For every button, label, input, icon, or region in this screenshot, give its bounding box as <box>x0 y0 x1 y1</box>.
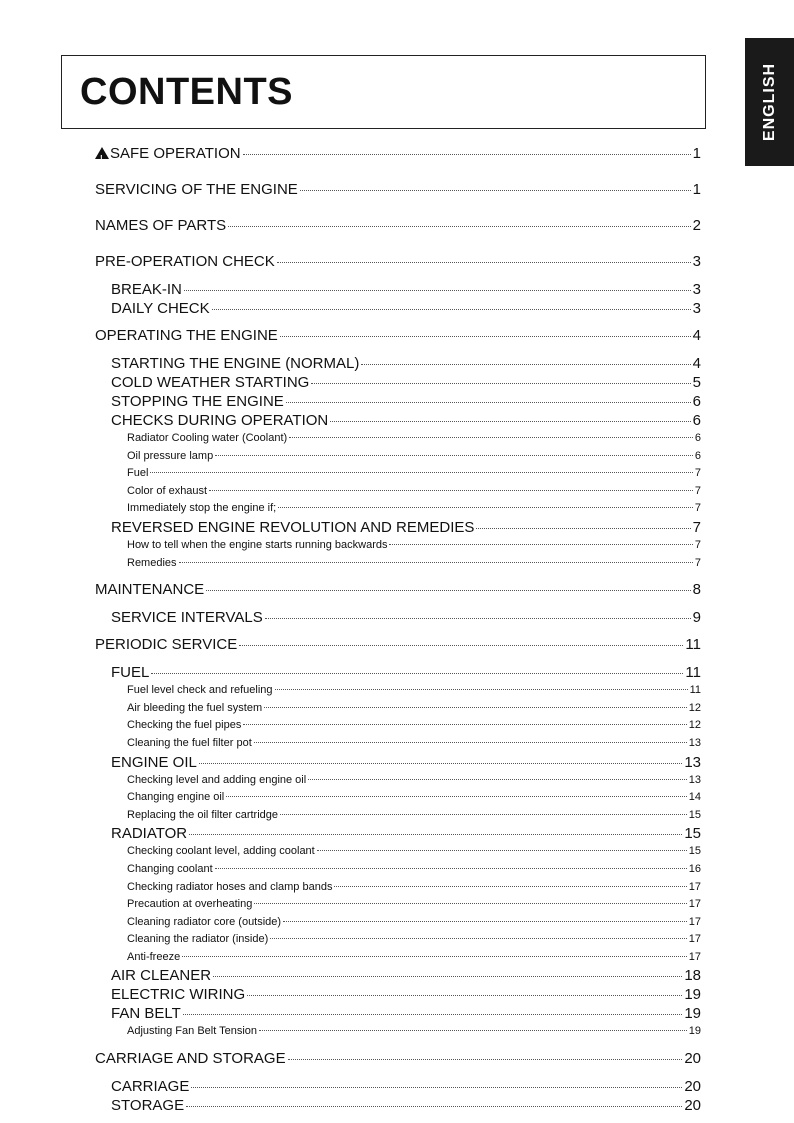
toc-entry-level-3[interactable] <box>95 537 701 555</box>
toc-entry-text: Color of exhaust <box>127 484 208 497</box>
dot-leader <box>300 190 691 191</box>
toc-entry-text: Cleaning the fuel filter pot <box>127 736 252 749</box>
toc-entry-title <box>127 789 224 807</box>
dot-leader <box>151 673 683 674</box>
dot-leader <box>311 383 690 384</box>
toc-entry-level-1[interactable] <box>95 216 701 244</box>
toc-entry-level-2[interactable] <box>95 354 701 373</box>
toc-entry-text: PRE-OPERATION CHECK <box>95 253 275 270</box>
toc-entry-title <box>127 843 315 861</box>
toc-page-number: 6 <box>694 432 701 444</box>
toc-page-number: 3 <box>692 253 701 270</box>
toc-page-number: 4 <box>692 327 701 344</box>
dot-leader <box>280 814 687 815</box>
toc-entry-level-2[interactable] <box>95 1077 701 1096</box>
toc-entry-text: Precaution at overheating <box>127 898 253 911</box>
dot-leader <box>259 1030 687 1031</box>
toc-section <box>95 216 701 244</box>
dot-leader <box>277 262 691 263</box>
toc-page-number: 3 <box>692 281 701 298</box>
toc-entry-level-3[interactable] <box>95 555 701 573</box>
toc-entry-text: Checking the fuel pipes <box>127 719 242 732</box>
toc-entry-level-2[interactable] <box>95 753 701 772</box>
toc-page-number: 17 <box>688 915 701 928</box>
toc-page-number: 12 <box>688 701 701 714</box>
toc-entry-level-2[interactable] <box>95 411 701 430</box>
toc-page-number: 5 <box>692 374 701 391</box>
toc-entry-level-2[interactable] <box>95 1004 701 1023</box>
toc-entry-level-3[interactable] <box>95 483 701 501</box>
dot-leader <box>228 226 691 227</box>
toc-entry-level-1[interactable] <box>95 326 701 354</box>
toc-entry-level-3[interactable] <box>95 735 701 753</box>
toc-entry-text: STORAGE <box>111 1097 185 1115</box>
toc-section <box>95 326 701 572</box>
toc-page-number: 6 <box>692 412 701 429</box>
toc-entry-level-2[interactable] <box>95 518 701 537</box>
toc-page-number: 6 <box>694 449 701 462</box>
toc-page-number: 19 <box>688 1025 701 1038</box>
toc-page-number: 4 <box>692 355 701 372</box>
toc-entry-title <box>111 824 187 843</box>
toc-entry-text: SERVICING OF THE ENGINE <box>95 181 298 198</box>
toc-entry-title <box>111 392 284 411</box>
warning-triangle-icon <box>95 147 109 159</box>
dot-leader <box>243 724 686 725</box>
toc-entry-title <box>95 252 275 272</box>
dot-leader <box>280 336 691 337</box>
toc-page-number: 6 <box>692 393 701 410</box>
toc-section <box>95 144 701 172</box>
dot-leader <box>278 507 693 508</box>
toc-entry-level-3[interactable] <box>95 448 701 466</box>
toc-entry-level-3[interactable] <box>95 914 701 932</box>
toc-entry-title <box>95 216 226 236</box>
toc-entry-level-2[interactable] <box>95 824 701 843</box>
toc-page-number: 7 <box>694 538 701 551</box>
toc-page-number: 17 <box>688 898 701 911</box>
toc-page-number: 11 <box>685 636 701 654</box>
toc-entry-level-3[interactable] <box>95 465 701 483</box>
toc-page-number: 12 <box>688 719 701 732</box>
toc-entry-level-2[interactable] <box>95 373 701 392</box>
toc-entry-level-2[interactable] <box>95 392 701 411</box>
toc-entry-text: Radiator Cooling water (Coolant) <box>127 432 288 444</box>
toc-entry-text: Changing coolant <box>127 862 213 875</box>
dot-leader <box>361 364 690 365</box>
dot-leader <box>275 689 688 690</box>
contents-title-box <box>61 55 706 129</box>
toc-entry-title <box>111 1004 181 1023</box>
toc-entry-title <box>127 896 252 914</box>
toc-entry-title <box>95 580 204 600</box>
toc-entry-title <box>95 1049 286 1069</box>
toc-page-number: 20 <box>684 1078 701 1096</box>
dot-leader <box>213 976 682 977</box>
dot-leader <box>247 995 682 996</box>
toc-entry-title <box>95 635 237 655</box>
toc-entry-level-1[interactable] <box>95 252 701 280</box>
toc-entry-title <box>127 807 278 825</box>
toc-entry-text: REVERSED ENGINE REVOLUTION AND REMEDIES <box>111 518 475 536</box>
toc-section <box>95 252 701 318</box>
dot-leader <box>184 290 691 291</box>
toc-entry-title <box>95 326 278 346</box>
toc-entry-text: OPERATING THE ENGINE <box>95 327 278 344</box>
toc-entry-text: MAINTENANCE <box>95 581 205 599</box>
toc-entry-text: SAFE OPERATION <box>110 145 241 162</box>
toc-entry-text: SERVICE INTERVALS <box>111 609 263 627</box>
page-title: CONTENTS <box>80 71 293 113</box>
toc-page-number: 15 <box>688 808 701 821</box>
dot-leader <box>215 455 693 456</box>
toc-entry-level-3[interactable] <box>95 861 701 879</box>
dot-leader <box>254 742 687 743</box>
toc-entry-level-3[interactable] <box>95 430 701 448</box>
toc-entry-title <box>127 555 177 573</box>
toc-entry-level-3[interactable] <box>95 700 701 718</box>
toc-page-number: 20 <box>684 1097 701 1115</box>
toc-entry-level-3[interactable] <box>95 807 701 825</box>
toc-entry-title <box>127 772 306 790</box>
toc-entry-level-3[interactable] <box>95 717 701 735</box>
toc-section <box>95 580 701 627</box>
toc-entry-text: Checking coolant level, adding coolant <box>127 845 315 858</box>
dot-leader <box>212 309 691 310</box>
toc-entry-level-2[interactable] <box>95 608 701 627</box>
toc-entry-level-3[interactable] <box>95 772 701 790</box>
toc-entry-title <box>127 949 180 967</box>
toc-page-number: 17 <box>688 933 701 946</box>
toc-section <box>95 180 701 208</box>
toc-entry-title <box>127 682 273 700</box>
toc-entry-title <box>111 985 245 1004</box>
toc-entry-title <box>111 966 211 985</box>
toc-page-number: 15 <box>688 845 701 858</box>
dot-leader <box>288 1059 683 1060</box>
toc-entry-level-2[interactable] <box>95 1096 701 1115</box>
toc-entry-text: CARRIAGE AND STORAGE <box>95 1050 286 1068</box>
toc-entry-title <box>127 717 241 735</box>
toc-entry-title <box>111 1096 184 1115</box>
toc-entry-text: Cleaning the radiator (inside) <box>127 933 269 946</box>
dot-leader <box>182 956 687 957</box>
dot-leader <box>270 938 687 939</box>
toc-page-number: 9 <box>692 609 701 627</box>
toc-page-number: 7 <box>694 467 701 480</box>
toc-entry-text: BREAK-IN <box>111 281 182 298</box>
toc-entry-text: NAMES OF PARTS <box>95 217 227 234</box>
toc-entry-level-3[interactable] <box>95 931 701 949</box>
toc-page-number: 13 <box>688 736 701 749</box>
toc-entry-title <box>127 537 387 555</box>
toc-entry-text: STARTING THE ENGINE (NORMAL) <box>111 355 360 372</box>
toc-entry-level-2[interactable] <box>95 663 701 682</box>
toc-section <box>95 635 701 1041</box>
toc-entry-text: PERIODIC SERVICE <box>95 636 238 654</box>
dot-leader <box>389 544 692 545</box>
dot-leader <box>179 562 693 563</box>
toc-entry-title <box>111 1077 189 1096</box>
toc-entry-text: Immediately stop the engine if; <box>127 502 277 515</box>
toc-entry-title <box>111 663 149 682</box>
toc-entry-level-3[interactable] <box>95 500 701 518</box>
toc-page-number: 7 <box>692 518 701 536</box>
dot-leader <box>289 437 693 438</box>
dot-leader <box>215 868 687 869</box>
toc-page-number: 15 <box>684 825 701 843</box>
toc-entry-title <box>111 753 197 772</box>
toc-entry-title <box>111 299 210 318</box>
toc-entry-title <box>127 861 213 879</box>
toc-entry-text: FUEL <box>111 664 150 682</box>
toc-entry-level-2[interactable] <box>95 985 701 1004</box>
toc-entry-text: ENGINE OIL <box>111 753 197 771</box>
toc-entry-level-1[interactable] <box>95 635 701 663</box>
toc-page-number: 13 <box>684 753 701 771</box>
toc-entry-title <box>95 180 298 200</box>
toc-entry-text: Fuel <box>127 467 149 480</box>
dot-leader <box>265 618 691 619</box>
toc-entry-level-1[interactable] <box>95 580 701 608</box>
toc-entry-text: Oil pressure lamp <box>127 449 214 462</box>
toc-entry-title <box>111 608 263 627</box>
toc-section <box>95 1049 701 1115</box>
toc-entry-title <box>127 879 332 897</box>
dot-leader <box>226 796 687 797</box>
toc-entry-text: Fuel level check and refueling <box>127 684 273 697</box>
toc-page-number: 17 <box>688 950 701 963</box>
dot-leader <box>206 590 690 591</box>
toc-entry-level-3[interactable] <box>95 789 701 807</box>
toc-entry-title <box>127 483 207 501</box>
toc-page-number: 3 <box>692 300 701 317</box>
toc-page-number: 19 <box>684 1005 701 1023</box>
dot-leader <box>330 421 690 422</box>
toc-entry-text: COLD WEATHER STARTING <box>111 374 310 391</box>
toc-entry-text: Checking level and adding engine oil <box>127 773 307 786</box>
dot-leader <box>334 886 686 887</box>
toc-entry-level-2[interactable] <box>95 966 701 985</box>
toc-entry-title <box>127 914 281 932</box>
toc-entry-level-3[interactable] <box>95 843 701 861</box>
toc-entry-text: CHECKS DURING OPERATION <box>111 412 329 429</box>
toc-page-number: 11 <box>685 664 701 682</box>
toc-page-number: 8 <box>692 581 701 599</box>
toc-entry-title <box>127 735 252 753</box>
toc-page-number: 20 <box>684 1050 701 1068</box>
toc-page-number: 19 <box>684 986 701 1004</box>
toc-page-number: 7 <box>694 484 701 497</box>
table-of-contents <box>95 144 701 1123</box>
toc-entry-text: FAN BELT <box>111 1005 181 1023</box>
toc-entry-title <box>111 518 474 537</box>
dot-leader <box>308 779 687 780</box>
toc-entry-text: RADIATOR <box>111 825 188 843</box>
toc-entry-level-1[interactable] <box>95 144 701 172</box>
dot-leader <box>476 528 690 529</box>
toc-entry-text: AIR CLEANER <box>111 967 212 985</box>
toc-page-number: 16 <box>688 862 701 875</box>
toc-entry-title <box>111 411 328 430</box>
dot-leader <box>264 707 687 708</box>
toc-entry-level-3[interactable] <box>95 879 701 897</box>
toc-entry-text: Checking radiator hoses and clamp bands <box>127 880 333 893</box>
toc-entry-text: Replacing the oil filter cartridge <box>127 808 279 821</box>
dot-leader <box>283 921 687 922</box>
toc-entry-text: ELECTRIC WIRING <box>111 986 246 1004</box>
toc-entry-text: Anti-freeze <box>127 950 181 963</box>
dot-leader <box>254 903 686 904</box>
toc-page-number: 2 <box>692 217 701 234</box>
toc-page-number: 18 <box>684 967 701 985</box>
dot-leader <box>286 402 691 403</box>
toc-page-number: 17 <box>688 880 701 893</box>
dot-leader <box>189 834 682 835</box>
toc-page-number: 7 <box>694 556 701 569</box>
toc-entry-title <box>127 700 262 718</box>
dot-leader <box>186 1106 682 1107</box>
dot-leader <box>243 154 691 155</box>
toc-entry-title <box>111 354 359 373</box>
toc-entry-title <box>127 448 213 466</box>
toc-entry-text: Adjusting Fan Belt Tension <box>127 1025 258 1038</box>
toc-entry-title <box>127 931 268 949</box>
toc-entry-text: How to tell when the engine starts running backwards <box>127 538 388 551</box>
language-tab <box>745 38 794 166</box>
toc-entry-text: CARRIAGE <box>111 1078 190 1096</box>
toc-entry-text: DAILY CHECK <box>111 300 210 317</box>
toc-entry-level-1[interactable] <box>95 180 701 208</box>
toc-entry-title <box>95 144 241 164</box>
dot-leader <box>209 490 693 491</box>
toc-page-number: 11 <box>689 684 701 697</box>
toc-entry-level-1[interactable] <box>95 1049 701 1077</box>
toc-page-number: 13 <box>688 773 701 786</box>
language-tab-label: ENGLISH <box>760 62 778 142</box>
toc-entry-level-3[interactable] <box>95 896 701 914</box>
dot-leader <box>183 1014 683 1015</box>
toc-entry-level-3[interactable] <box>95 949 701 967</box>
toc-entry-level-2[interactable] <box>95 299 701 318</box>
toc-entry-title <box>127 465 148 483</box>
toc-entry-title <box>127 1023 257 1041</box>
toc-entry-title <box>111 280 182 299</box>
toc-entry-text: Remedies <box>127 556 177 569</box>
toc-page-number: 1 <box>692 145 701 162</box>
toc-entry-title <box>111 373 309 392</box>
toc-page-number: 1 <box>692 181 701 198</box>
toc-page-number: 14 <box>688 791 701 804</box>
toc-entry-title <box>127 500 276 518</box>
toc-entry-title <box>127 430 287 448</box>
toc-entry-level-3[interactable] <box>95 1023 701 1041</box>
toc-entry-text: STOPPING THE ENGINE <box>111 393 284 410</box>
toc-page-number: 7 <box>694 502 701 515</box>
dot-leader <box>317 850 687 851</box>
toc-entry-text: Air bleeding the fuel system <box>127 701 263 714</box>
toc-entry-text: Changing engine oil <box>127 791 225 804</box>
toc-entry-text: Cleaning radiator core (outside) <box>127 915 282 928</box>
dot-leader <box>150 472 692 473</box>
toc-entry-level-3[interactable] <box>95 682 701 700</box>
toc-entry-level-2[interactable] <box>95 280 701 299</box>
dot-leader <box>239 645 683 646</box>
dot-leader <box>199 763 682 764</box>
dot-leader <box>191 1087 682 1088</box>
